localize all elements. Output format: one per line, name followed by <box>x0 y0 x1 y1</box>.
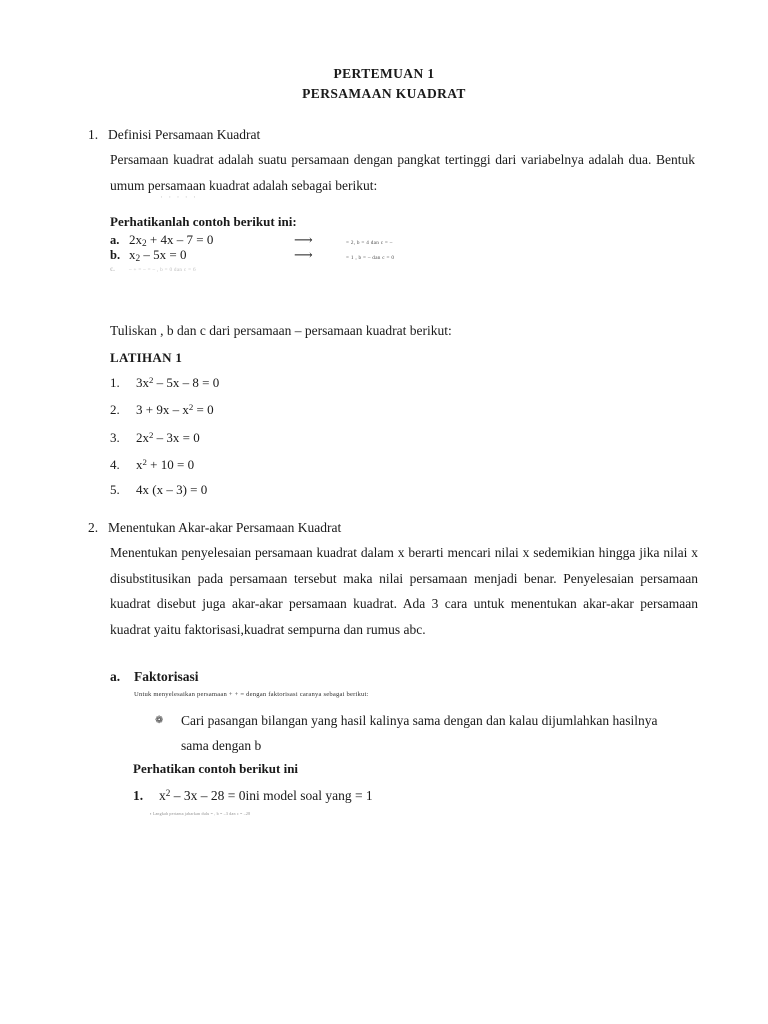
faktorisasi-example-heading: Perhatikan contoh berikut ini <box>133 761 299 776</box>
faktorisasi-intro-small: Untuk menyelesaikan persamaan + + = dengan faktorisasi caranya sebagai berikut: <box>134 691 369 698</box>
section-1-heading-row <box>88 122 698 147</box>
latihan-list <box>110 368 410 502</box>
latihan-item <box>110 395 410 422</box>
section-1-paragraph: Persamaan kuadrat adalah suatu persamaan dengan pangkat tertinggi dari variabelnya adalah dua. Bentuk umum persamaan kuadrat adalah sebagai berikut: <box>110 152 695 193</box>
section-2-heading-row <box>88 515 698 540</box>
section-2-number: 2. <box>88 520 99 535</box>
latihan-item-number: 4. <box>110 457 120 473</box>
general-form-equation-faded: · · · · · <box>160 192 198 202</box>
example-row-b <box>110 247 530 265</box>
example-c-equation: – + = – = – , b = 0 dan c = 6 <box>129 267 196 273</box>
faktorisasi-example-equation: $x^2 - 3x - 28 = 0ini$ model soal yang = 1 <box>159 788 373 804</box>
latihan-item-equation: $2x^2 - 3x = 0$ <box>136 429 200 445</box>
latihan-instruction: Tuliskan , b dan c dari persamaan – persamaan kuadrat berikut: <box>110 323 452 338</box>
latihan-item-number: 3. <box>110 429 120 445</box>
section-1-heading: Definisi Persamaan Kuadrat <box>108 127 261 142</box>
faktorisasi-example-number: 1. <box>133 788 144 804</box>
document-title-block <box>0 64 768 104</box>
subsection-a-title: Faktorisasi <box>134 669 199 684</box>
faktorisasi-example-note: ▪ Langkah pertama jabarkan dulu = , b = –3 dan c = –28 <box>150 811 251 816</box>
example-c-label: c. <box>110 265 115 273</box>
latihan-item-equation: $x^2 + 10 = 0$ <box>136 457 195 473</box>
latihan-item-equation: $3 + 9x - x^2 = 0$ <box>136 402 214 418</box>
faktorisasi-bullet-row <box>155 708 680 758</box>
latihan-item <box>110 450 410 477</box>
latihan-item <box>110 423 410 450</box>
document-title-line-1: PERTEMUAN 1 <box>333 66 435 81</box>
example-a-note: = 2, b = 4 dan c = – <box>346 240 393 246</box>
section-2-heading: Menentukan Akar-akar Persamaan Kuadrat <box>108 520 342 535</box>
latihan-item-number: 5. <box>110 481 120 497</box>
subsection-a-heading-row <box>110 666 199 688</box>
latihan-item-equation: $3x^2 - 5x - 8 = 0$ <box>136 374 220 390</box>
latihan-item <box>110 478 410 503</box>
example-b-arrow: ⟶ <box>294 247 313 262</box>
example-b-label: b. <box>110 248 121 262</box>
latihan-item <box>110 368 410 395</box>
example-a-label: a. <box>110 233 120 247</box>
faktorisasi-bullet-text: Cari pasangan bilangan yang hasil kalinya sama dengan dan kalau dijumlahkan hasilnya sama dengan b <box>181 713 658 753</box>
example-a-equation: $2x_2 + 4x - 7 = 0$ <box>129 232 214 250</box>
example-row-a <box>110 232 530 250</box>
example-a-arrow: ⟶ <box>294 232 313 247</box>
section-2-paragraph: Menentukan penyelesaian persamaan kuadrat dalam x berarti mencari nilai x sedemikian hingga jika nilai x disubstitusikan pada persamaan tersebut maka nilai persamaan menjadi benar. Penyelesaian persamaan kuadrat disebut juga akar-akar persamaan kuadrat. Ada 3 cara untuk menentukan akar-akar persamaan kuadrat yaitu faktorisasi,kuadrat sempurna dan rumus abc. <box>110 545 698 637</box>
latihan-title: LATIHAN 1 <box>110 350 183 365</box>
subsection-a-label: a. <box>110 669 121 684</box>
example-block-heading: Perhatikanlah contoh berikut ini: <box>110 214 297 229</box>
latihan-item-number: 2. <box>110 402 120 418</box>
document-title-line-2: PERSAMAAN KUADRAT <box>302 86 466 101</box>
example-block <box>110 213 530 273</box>
example-b-equation: $x_2 - 5x = 0$ <box>129 247 187 265</box>
example-b-note: = 1 , b = – dan c = 0 <box>346 255 395 261</box>
faktorisasi-example-row <box>133 788 373 804</box>
asterisk-bullet-icon: ❁ <box>155 715 164 726</box>
latihan-item-number: 1. <box>110 374 120 390</box>
section-1-number: 1. <box>88 127 99 142</box>
latihan-item-equation: 4x (x – 3) = 0 <box>136 481 208 497</box>
